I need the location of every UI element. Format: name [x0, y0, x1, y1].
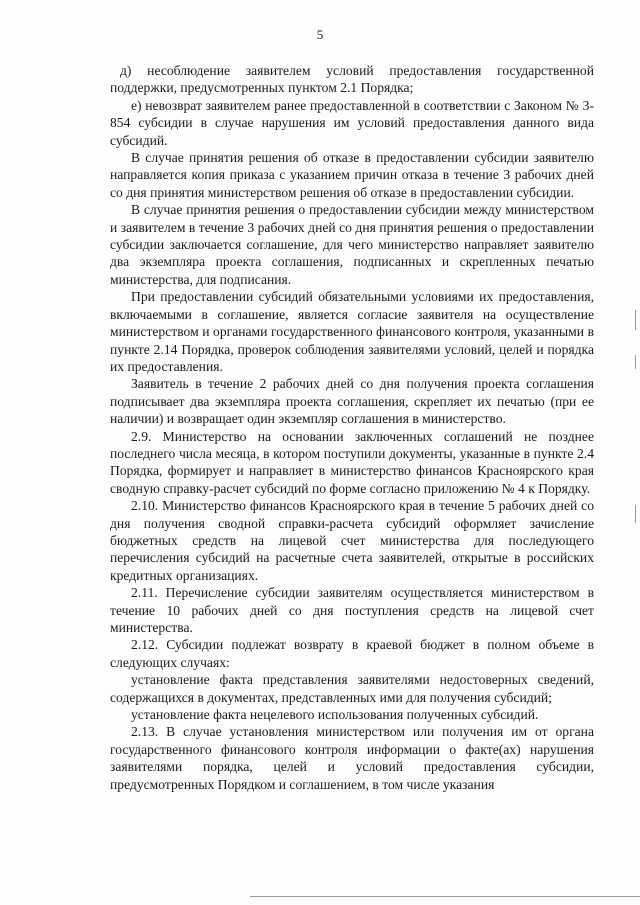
paragraph: В случае принятия решения об отказе в предоставлении субсидии заявителю направляется копия приказа с указанием причин отказа в течение 3 рабочих дней со дня принятия министерством решения об отказе в предоставлении субсидии.: [110, 150, 594, 200]
paragraph: установление факта представления заявителями недостоверных сведений, содержащихся в документах, представленных ими для получения субсидий;: [110, 672, 594, 705]
paragraph: В случае принятия решения о предоставлении субсидии между министерством и заявителем в течение 3 рабочих дней со дня принятия решения о предоставлении субсидии заключается соглашение, для чего министерство направляет заявителю два экземпляра проекта соглашения, подписанных и скрепленных печатью министерства, для подписания.: [110, 202, 594, 287]
page-number: 5: [316, 27, 324, 42]
paragraph: 2.13. В случае установления министерством или получения им от органа государственного финансового контроля информации о факте(ах) нарушения заявителями порядка, целей и условий предоставления субсидии, предусмотренных Порядком и соглашением, в том числе указания: [110, 724, 594, 792]
scan-bottom-edge: [250, 896, 640, 897]
paragraph: 2.11. Перечисление субсидии заявителям осуществляется министерством в течение 10 рабочих дней со дня поступления средств на лицевой счет министерства.: [110, 585, 594, 635]
paragraph: д) несоблюдение заявителем условий предоставления государственной поддержки, предусмотренных пунктом 2.1 Порядка;: [110, 63, 594, 96]
paragraph: 2.10. Министерство финансов Красноярского края в течение 5 рабочих дней со дня получения сводной справки-расчета субсидий оформляет зачисление бюджетных средств на лицевой счет министерства для последующего перечисления субсидий на расчетные счета заявителей, открытые в российских кредитных организациях.: [110, 498, 594, 583]
scan-edge-mark: [635, 505, 636, 523]
paragraph: 2.12. Субсидии подлежат возврату в краевой бюджет в полном объеме в следующих случаях:: [110, 637, 594, 670]
paragraph: установление факта нецелевого использования полученных субсидий.: [131, 707, 539, 723]
paragraph: е) невозврат заявителем ранее предоставленной в соответствии с Законом № 3-854 субсидии в случае нарушения им условий предоставления данного вида субсидий.: [110, 97, 594, 148]
paragraph: 2.9. Министерство на основании заключенных соглашений не позднее последнего числа месяца, в котором поступили документы, указанные в пункте 2.4 Порядка, формирует и направляет в министерство финансов Красноярского края сводную справку-расчет субсидий по форме согласно приложению № 4 к Порядку.: [110, 428, 594, 496]
document-body: [110, 62, 594, 793]
paragraph: При предоставлении субсидий обязательными условиями их предоставления, включаемыми в соглашение, является согласие заявителя на осуществление министерством и органами государственного финансового контроля, указанными в пункте 2.14 Порядка, проверок соблюдения заявителями условий, целей и порядка их предоставления.: [110, 289, 594, 374]
paragraph: Заявитель в течение 2 рабочих дней со дня получения проекта соглашения подписывает два экземпляра проекта соглашения, скрепляет их печатью (при ее наличии) и возвращает один экземпляр соглашения в министерство.: [110, 376, 594, 427]
scan-edge-mark: [635, 310, 636, 330]
scan-edge-mark: [635, 355, 636, 369]
